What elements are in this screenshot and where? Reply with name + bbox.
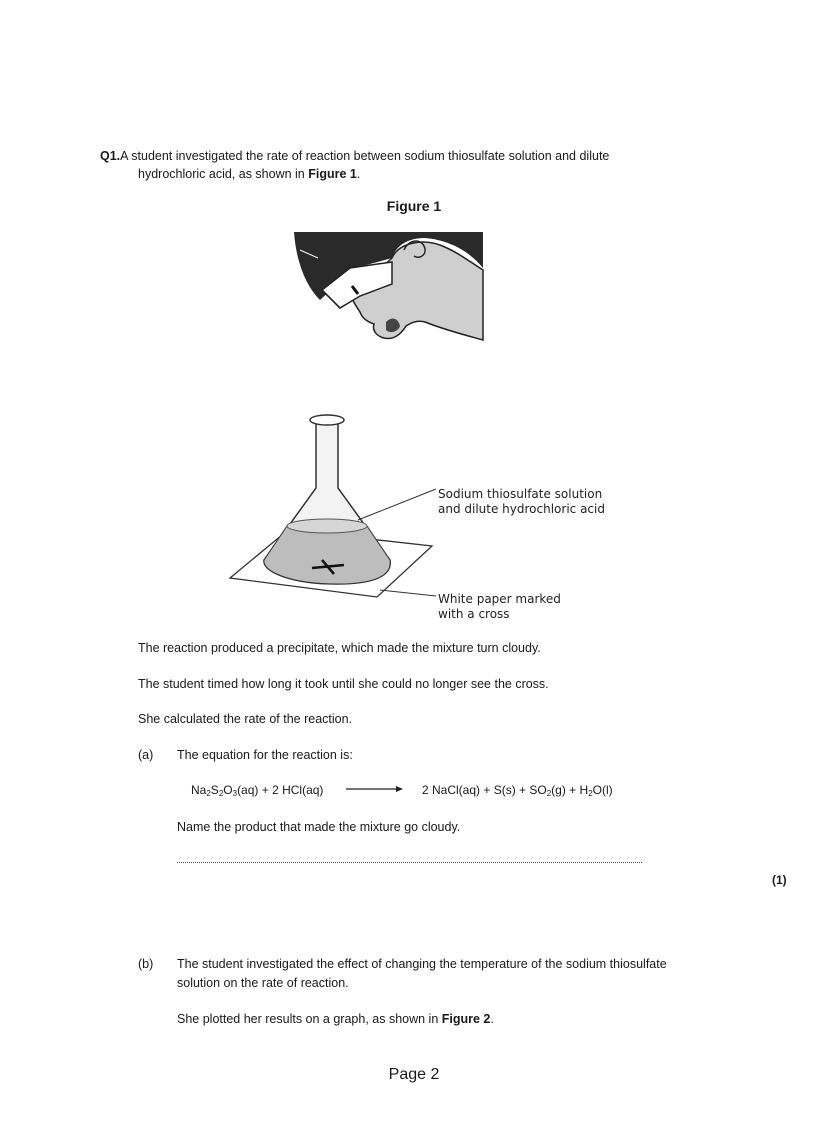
page-number: Page 2	[388, 1066, 440, 1083]
intro-line2-text: hydrochloric acid, as shown in	[138, 167, 309, 181]
figure2-ref: Figure 2	[441, 1012, 491, 1026]
label-paper-line1: White paper marked	[438, 592, 561, 606]
figure1-title: Figure 1	[386, 198, 442, 214]
figure1-ref: Figure 1	[308, 167, 357, 181]
conical-flask	[264, 415, 390, 584]
label-solution	[438, 487, 605, 517]
paragraph-timed: The student timed how long it took until she could no longer see the cross.	[138, 677, 549, 691]
label-solution-line1: Sodium thiosulfate solution	[438, 487, 603, 501]
part-a-letter: (a)	[138, 748, 154, 762]
label-paper	[438, 592, 561, 622]
part-b-line2: solution on the rate of reaction.	[177, 976, 349, 990]
paragraph-calculated: She calculated the rate of the reaction.	[138, 712, 353, 726]
label-paper-line2: with a cross	[438, 607, 510, 621]
intro-line2-suffix: .	[356, 167, 361, 181]
equation-reactants: $Na_2S_2O_3(aq) + 2$ HCl(aq)	[191, 783, 324, 798]
question-number: Q1.	[100, 149, 121, 163]
part-b-line1: The student investigated the effect of changing the temperature of the sodium thiosulfate	[177, 957, 667, 971]
label-solution-line2: and dilute hydrochloric acid	[438, 502, 605, 516]
paragraph-precipitate: The reaction produced a precipitate, which made the mixture turn cloudy.	[138, 641, 541, 655]
equation-products: 2 NaCl(aq) + $S(s) + SO_2(g) + H_2O(l)$	[422, 783, 613, 798]
answer-line[interactable]	[177, 862, 642, 863]
part-b-line3: She plotted her results on a graph, as shown in Figure 2.	[177, 1012, 494, 1026]
student-head-drawing	[294, 232, 483, 340]
part-a-text: The equation for the reaction is:	[177, 748, 353, 762]
marks-allocation: (1)	[772, 873, 787, 887]
question-intro-text: A student investigated the rate of reaction between sodium thiosulfate solution and dilute	[120, 149, 610, 163]
part-a-prompt: Name the product that made the mixture go cloudy.	[177, 820, 461, 834]
part-b-letter: (b)	[138, 957, 154, 971]
reaction-arrow	[346, 784, 404, 794]
